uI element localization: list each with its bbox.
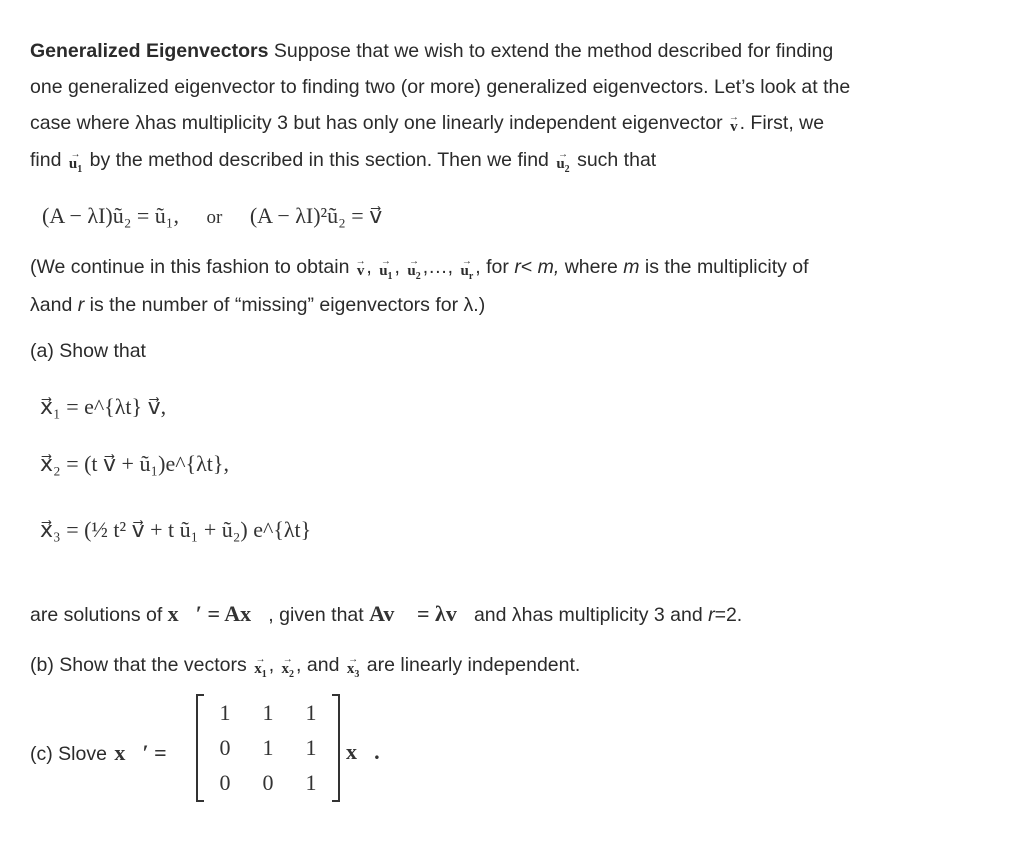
vector-x3: → $x_3$ xyxy=(347,655,360,682)
continue-text: is the number of “missing” eigenvectors for λ.) xyxy=(84,294,486,316)
continue-text: is the multiplicity of xyxy=(639,256,809,278)
matrix-cell: 0 xyxy=(219,735,231,760)
intro-text: Suppose that we wish to extend the method described for finding xyxy=(268,40,834,62)
part-a-label: (a) Show that xyxy=(30,340,146,362)
intro-line-2: one generalized eigenvector to finding two (or more) generalized eigenvectors. Let’s look at the xyxy=(30,76,851,98)
part-a-conclusion xyxy=(30,601,742,628)
vector-v: → v xyxy=(357,257,365,279)
continue-line-1: (We continue in this fashion to obtain → v , → $u_1$ , → $u_2$ ,…, → $u_r$ , for r< m, where m is the multiplicity of xyxy=(30,254,809,284)
variable-m: m xyxy=(623,256,640,278)
matrix-cell: 1 xyxy=(262,700,274,725)
continue-text: where xyxy=(559,256,624,278)
equation-1-right: (A − λI)²ũ₂ = v⃗ xyxy=(249,203,383,228)
intro-text: find xyxy=(30,149,62,171)
continue-text: λand xyxy=(30,294,78,316)
vector-ur: → $u_r$ xyxy=(460,257,473,284)
part-a-text: , given that xyxy=(268,604,364,626)
equation-x3: x⃗₃ = (½ t² v⃗ + t ũ₁ + ũ₂) e^{λt} xyxy=(40,517,312,542)
equation-x1: x⃗₁ = e^{λt} v⃗, xyxy=(40,394,167,419)
x-prime-equals: x⃗′ = xyxy=(114,740,167,765)
intro-line-4 xyxy=(30,147,656,177)
equation-1 xyxy=(42,202,382,232)
continue-text: (We continue in this fashion to obtain xyxy=(30,256,350,278)
vector-x2: → $x_2$ xyxy=(282,655,295,682)
vector-u2: → $u_2$ xyxy=(407,257,420,284)
continue-line-2 xyxy=(30,292,485,318)
variable-r: r xyxy=(77,294,85,316)
part-b-text: , and xyxy=(296,654,340,676)
intro-text: case where λhas multiplicity 3 but has only one linearly independent eigenvector xyxy=(30,112,723,134)
part-a-text: and λhas multiplicity 3 and xyxy=(473,604,709,626)
vector-x1: → $x_1$ xyxy=(254,655,267,682)
part-c-label: (c) Slove xyxy=(30,743,107,765)
part-b-text: (b) Show that the vectors xyxy=(30,654,247,676)
vector-u1: → $u_1$ xyxy=(69,150,82,177)
variable-r: r xyxy=(514,256,521,278)
ode-equation: x⃗′ = Ax⃗ xyxy=(167,601,269,626)
equation-1-left: (A − λI)ũ₂ = ũ₁, xyxy=(42,203,179,228)
intro-text: . First, we xyxy=(739,112,825,134)
x-vector-end: x⃗. xyxy=(346,739,380,764)
matrix-cell: 0 xyxy=(262,770,274,795)
vector-u1: → $u_1$ xyxy=(379,257,392,284)
continue-text: < xyxy=(520,256,538,278)
part-a-text: are solutions of xyxy=(30,604,163,626)
intro-text: such that xyxy=(577,149,657,171)
intro-line-1 xyxy=(30,38,833,64)
matrix-cell: 1 xyxy=(305,735,317,760)
variable-r: r xyxy=(708,604,715,626)
part-b-text: are linearly independent. xyxy=(366,654,581,676)
matrix-cell: 1 xyxy=(262,735,274,760)
intro-line-3 xyxy=(30,110,824,136)
part-a-text: =2. xyxy=(714,604,743,626)
intro-text: by the method described in this section. Then we find xyxy=(89,149,549,171)
eigen-equation: Av⃗ = λv⃗ xyxy=(369,601,474,626)
coefficient-matrix xyxy=(196,694,340,802)
part-c xyxy=(30,740,167,767)
vector-u2: → $u_2$ xyxy=(556,150,569,177)
matrix-cell: 0 xyxy=(219,770,231,795)
equation-x2: x⃗₂ = (t v⃗ + ũ₁)e^{λt}, xyxy=(40,451,229,476)
part-b: (b) Show that the vectors → $x_1$ , → $x_2$ , and → $x_3$ are linearly independent. xyxy=(30,652,580,682)
section-title: Generalized Eigenvectors xyxy=(30,40,269,62)
matrix-cell: 1 xyxy=(219,700,231,725)
equation-1-or: or xyxy=(206,207,223,228)
variable-m: m, xyxy=(537,256,560,278)
continue-text: for xyxy=(486,256,509,278)
matrix-cell: 1 xyxy=(305,700,317,725)
matrix-cell: 1 xyxy=(305,770,317,795)
vector-v: → v xyxy=(730,113,738,135)
